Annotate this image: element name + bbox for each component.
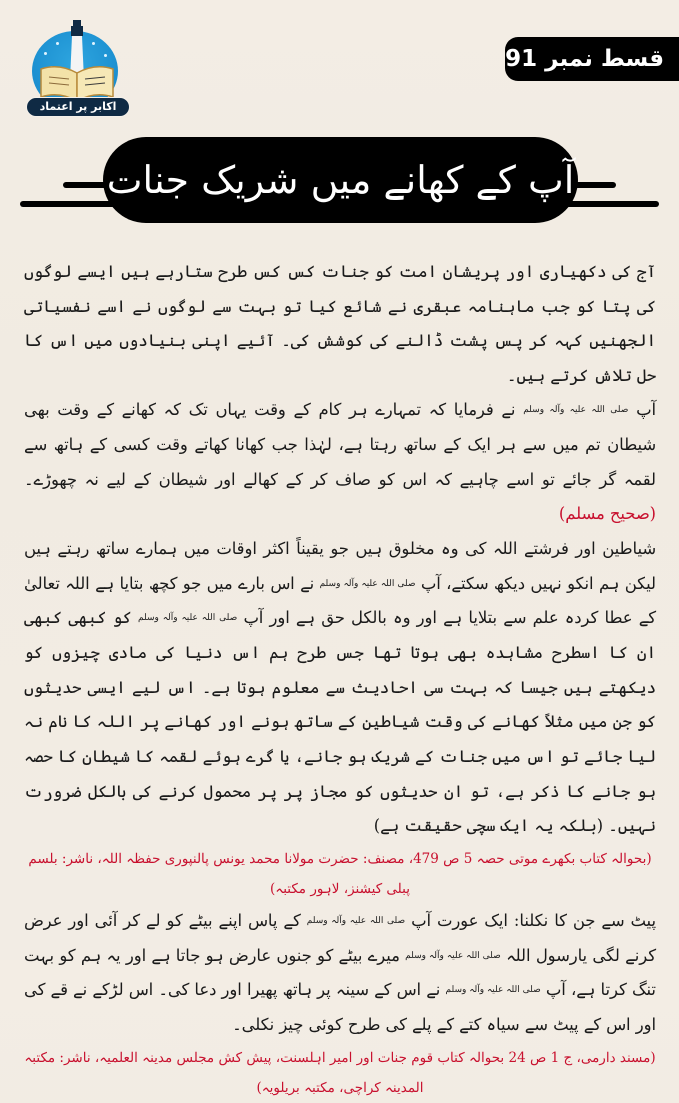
hadith-paragraph (24, 393, 656, 532)
honorific-text: صلی اللہ علیہ وآلہ وسلم (138, 613, 238, 624)
explanation-paragraph (24, 532, 656, 844)
hadith-body: نے فرمایا کہ تمہارے ہر کام کے وقت یہاں تک کہ کھانے کے وقت بھی شیطان تم میں سے ہر ایک کے ساتھ رہتا ہے، لہٰذا جب کھانا کھاتے وقت کسی کے ہاتھ سے لقمہ گر جائے تو اسے چاہیے کہ اس کو صاف کر کے کھالے اور شیطان کے لیے نہ چھوڑے۔ (24, 400, 656, 489)
story-part-b: کے پاس اپنے بیٹے کو لے کر آئی اور عرض کرنے لگی یارسول اللہ (24, 910, 656, 965)
page-title: آپ کے کھانے میں شریک جنات (103, 137, 578, 223)
honorific-text: صلی اللہ علیہ وآلہ وسلم (445, 985, 541, 996)
honorific-text: صلی اللہ علیہ وآلہ وسلم (405, 950, 501, 961)
story-part-c: میرے بیٹے کو جنوں عارض ہو جاتا ہے اور یہ ہم کو بہت تنگ کرتا ہے، آپ (24, 945, 656, 1000)
star-icon (92, 42, 95, 45)
honorific-text: صلی اللہ علیہ وآلہ وسلم (306, 915, 406, 926)
title-line-lower-right (560, 201, 659, 207)
hadith-source: (صحیح مسلم) (558, 504, 656, 524)
explanation-part-c: کو کبھی کبھی ان کا اسطرح مشاہدہ بھی ہوتا تھا جس طرح ہم اس دنیا کی مادی چیزوں کو دیکھتے ہیں جیسا کہ بہت سی احادیث سے معلوم ہوتا ہے۔ اس لیے ایسی حدیثوں کو جن میں مثلاً کھانے کی وقت شیاطین کے ساتھ ہونے اور کھانے پر اللہ کا نام نہ لیا جائے تو اس میں جنات کے شریک ہو جانے، یا گرے ہوئے لقمہ کا شیطان کا حصہ ہو جانے کا ذکر ہے، تو ان حدیثوں کو مجاز پر پر محمول کرنے کی بالکل ضرورت نہیں۔ (بلکہ یہ ایک سچی حقیقت ہے) (24, 608, 656, 836)
story-paragraph (24, 904, 656, 1043)
intro-paragraph: آج کی دکھیاری اور پریشان امت کو جنات کس کس طرح ستارہے ہیں ایسے لوگوں کی پتا کو جب ماہنامہ عبقری نے شائع کیا تو بہت سے لوگوں نے اسے نفسیاتی الجھنیں کہہ کر پس پشت ڈالنے کی کوشش کی۔ آئیے اپنی بنیادوں میں اس کا حل تلاش کرتے ہیں۔ (24, 262, 656, 385)
star-icon (56, 42, 59, 45)
story-part-d: نے اس کے سینہ پر ہاتھ پھیرا اور دعا کی۔ اس لڑکے نے قے کی اور اس کے پیٹ سے سیاہ کتے کے پلے کی طرح کوئی چیز نکلی۔ (24, 980, 656, 1035)
star-icon (104, 54, 107, 57)
logo-banner-text: اکابر پر اعتماد (26, 97, 130, 117)
brand-logo (26, 20, 130, 115)
honorific-text: صلی اللہ علیہ وآلہ وسلم (319, 578, 416, 589)
hadith-start: آپ (636, 400, 657, 420)
star-icon (44, 52, 47, 55)
reference-1: (بحوالہ کتاب بکھرے موتی حصہ 5 ص 479، مصنف: حضرت مولانا محمد یونس پالنپوری حفظہ اللہ، ناشر: بلسم پبلی کیشنز، لاہور مکتبہ) (28, 850, 652, 897)
title-line-lower-left (20, 201, 120, 207)
honorific-text: صلی اللہ علیہ وآلہ وسلم (523, 405, 629, 416)
explanation-part-b: نے اس بارے میں جو کچھ بتایا ہے اللہ تعالیٰ کے عطا کردہ علم سے بتلایا ہے اور وہ بالکل حق ہے اور آپ (24, 573, 656, 628)
article-body (24, 255, 656, 1103)
story-part-a: پیٹ سے جن کا نکلنا: ایک عورت آپ (411, 910, 656, 930)
reference-2: (مسند دارمی، ج 1 ص 24 بحوالہ کتاب قوم جنات اور امیر اہلسنت، پیش کش مجلس مدینہ العلمیہ، ناشر: مکتبہ المدینہ کراچی، مکتبہ بریلویہ) (24, 1049, 656, 1096)
explanation-part-a: شیاطین اور فرشتے اللہ کی وہ مخلوق ہیں جو یقیناً اکثر اوقات میں ہمارے ساتھ رہتے ہیں لیکن ہم انکو نہیں دیکھ سکتے، آپ (24, 538, 656, 593)
episode-badge: قسط نمبر 91 (505, 37, 679, 81)
